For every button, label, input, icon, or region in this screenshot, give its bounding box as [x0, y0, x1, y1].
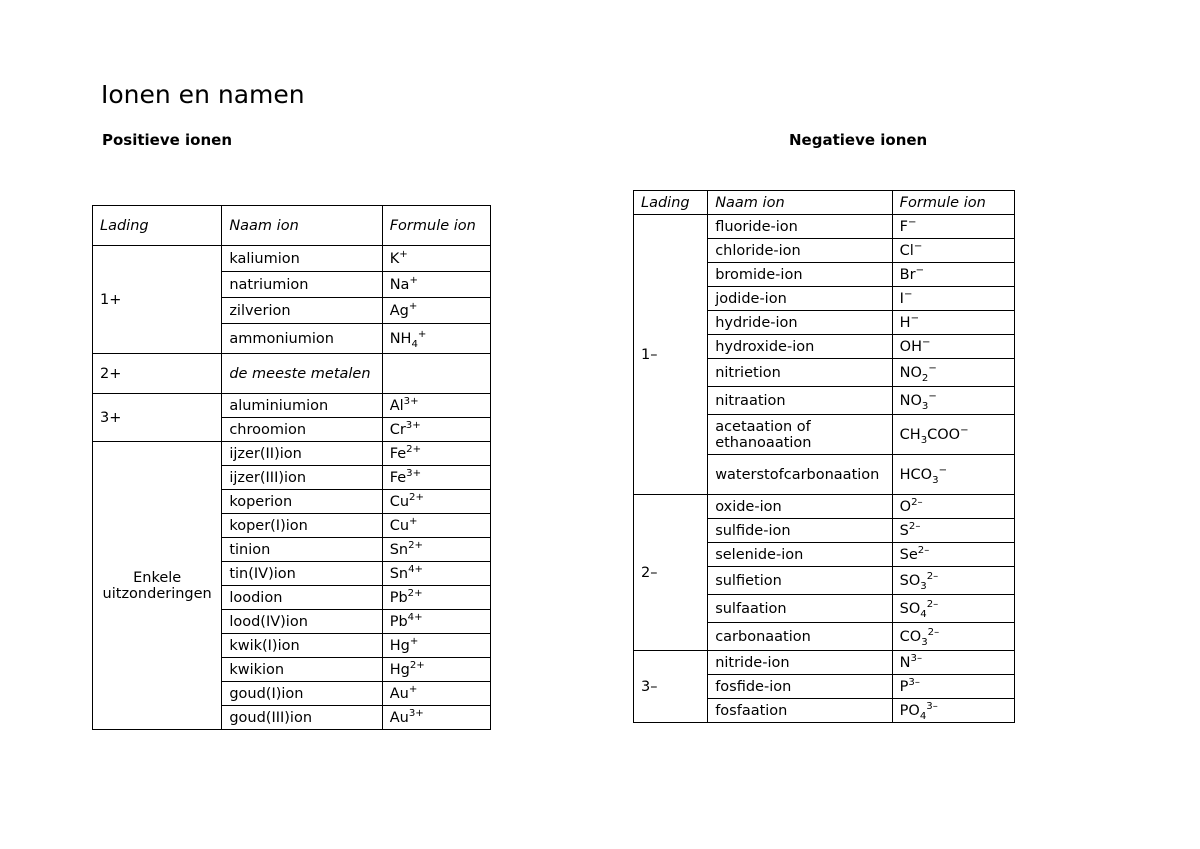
- ion-name-cell: de meeste metalen: [222, 354, 382, 394]
- ion-name-cell: selenide-ion: [708, 543, 892, 567]
- positive-ions-heading: Positieve ionen: [102, 131, 233, 149]
- ion-formula-cell: H−: [892, 311, 1014, 335]
- ion-name-cell: loodion: [222, 586, 382, 610]
- ion-name-cell: hydride-ion: [708, 311, 892, 335]
- ion-formula-cell: $Cr^{3+}$: [382, 418, 490, 442]
- ion-formula-cell: $Al^{3+}$: [382, 394, 490, 418]
- ion-name-cell: sulfaation: [708, 595, 892, 623]
- header-formule-ion: Formule ion: [382, 206, 490, 246]
- page-title: Ionen en namen: [101, 80, 305, 109]
- ion-formula-cell: $S^{2-}$: [892, 519, 1014, 543]
- table-row: [93, 246, 491, 272]
- ion-formula-cell: [382, 354, 490, 394]
- ion-formula-cell: $NH_4^+$: [382, 324, 490, 354]
- ion-name-cell: tinion: [222, 538, 382, 562]
- ion-name-cell: acetaation of ethanoaation: [708, 415, 892, 455]
- ion-formula-cell: $SO_3^{2-}$: [892, 567, 1014, 595]
- ion-formula-cell: Cl−: [892, 239, 1014, 263]
- lading-cell: 3–: [634, 651, 708, 723]
- ion-name-cell: kwik(I)ion: [222, 634, 382, 658]
- ion-name-cell: goud(I)ion: [222, 682, 382, 706]
- ion-name-cell: sulfietion: [708, 567, 892, 595]
- ion-name-cell: tin(IV)ion: [222, 562, 382, 586]
- lading-cell: 2+: [93, 354, 222, 394]
- ion-formula-cell: $NO_3^-$: [892, 387, 1014, 415]
- header-naam-ion: Naam ion: [222, 206, 382, 246]
- ion-name-cell: waterstofcarbonaation: [708, 455, 892, 495]
- header-formule-ion: Formule ion: [892, 191, 1014, 215]
- ion-formula-cell: $Fe^{3+}$: [382, 466, 490, 490]
- ion-formula-cell: $CO_3^{2-}$: [892, 623, 1014, 651]
- ion-name-cell: bromide-ion: [708, 263, 892, 287]
- table-row: [93, 442, 491, 466]
- ion-name-cell: goud(III)ion: [222, 706, 382, 730]
- ion-formula-cell: $CH_3COO^-$: [892, 415, 1014, 455]
- ion-name-cell: fosfaation: [708, 699, 892, 723]
- ion-formula-cell: $Fe^{2+}$: [382, 442, 490, 466]
- lading-cell: 3+: [93, 394, 222, 442]
- ion-name-cell: ammoniumion: [222, 324, 382, 354]
- header-lading: Lading: [93, 206, 222, 246]
- ion-formula-cell: $Au^{3+}$: [382, 706, 490, 730]
- ion-name-cell: carbonaation: [708, 623, 892, 651]
- ion-formula-cell: $P^{3-}$: [892, 675, 1014, 699]
- lading-cell: 1–: [634, 215, 708, 495]
- ion-formula-cell: K+: [382, 246, 490, 272]
- ion-formula-cell: $Sn^{4+}$: [382, 562, 490, 586]
- ion-formula-cell: $O^{2-}$: [892, 495, 1014, 519]
- ion-formula-cell: $PO_4^{3-}$: [892, 699, 1014, 723]
- positive-ions-table: [92, 205, 491, 730]
- ion-name-cell: natriumion: [222, 272, 382, 298]
- ion-name-cell: nitrietion: [708, 359, 892, 387]
- ion-formula-cell: $Cu^{2+}$: [382, 490, 490, 514]
- ion-formula-cell: Br−: [892, 263, 1014, 287]
- ion-formula-cell: $Pb^{2+}$: [382, 586, 490, 610]
- ion-name-cell: aluminiumion: [222, 394, 382, 418]
- ion-formula-cell: $Pb^{4+}$: [382, 610, 490, 634]
- ion-name-cell: fluoride-ion: [708, 215, 892, 239]
- ion-name-cell: jodide-ion: [708, 287, 892, 311]
- table-row: [634, 215, 1015, 239]
- header-naam-ion: Naam ion: [708, 191, 892, 215]
- ion-formula-cell: Hg+: [382, 634, 490, 658]
- table-row: [634, 495, 1015, 519]
- ion-formula-cell: Cu+: [382, 514, 490, 538]
- ion-formula-cell: $SO_4^{2-}$: [892, 595, 1014, 623]
- ion-name-cell: fosfide-ion: [708, 675, 892, 699]
- negative-ions-heading: Negatieve ionen: [789, 131, 928, 149]
- ion-name-cell: chloride-ion: [708, 239, 892, 263]
- ion-formula-cell: $Se^{2-}$: [892, 543, 1014, 567]
- ion-formula-cell: I−: [892, 287, 1014, 311]
- ion-formula-cell: $Hg^{2+}$: [382, 658, 490, 682]
- ion-name-cell: nitride-ion: [708, 651, 892, 675]
- table-row: [634, 651, 1015, 675]
- ion-formula-cell: $HCO_3^-$: [892, 455, 1014, 495]
- ion-name-cell: koper(I)ion: [222, 514, 382, 538]
- ion-name-cell: kaliumion: [222, 246, 382, 272]
- table-row: [93, 354, 491, 394]
- ion-name-cell: zilverion: [222, 298, 382, 324]
- ion-name-cell: chroomion: [222, 418, 382, 442]
- header-lading: Lading: [634, 191, 708, 215]
- ion-formula-cell: Au+: [382, 682, 490, 706]
- negative-ions-table: [633, 190, 1015, 723]
- ion-formula-cell: F−: [892, 215, 1014, 239]
- ion-formula-cell: $NO_2^-$: [892, 359, 1014, 387]
- ion-name-cell: kwikion: [222, 658, 382, 682]
- ion-formula-cell: Ag+: [382, 298, 490, 324]
- ion-name-cell: ijzer(II)ion: [222, 442, 382, 466]
- ion-formula-cell: $N^{3-}$: [892, 651, 1014, 675]
- table-header-row: [634, 191, 1015, 215]
- lading-cell: 1+: [93, 246, 222, 354]
- ion-formula-cell: OH−: [892, 335, 1014, 359]
- ion-name-cell: nitraation: [708, 387, 892, 415]
- table-header-row: [93, 206, 491, 246]
- ion-name-cell: koperion: [222, 490, 382, 514]
- ion-name-cell: sulfide-ion: [708, 519, 892, 543]
- ion-name-cell: hydroxide-ion: [708, 335, 892, 359]
- ion-name-cell: ijzer(III)ion: [222, 466, 382, 490]
- lading-cell: Enkele uitzonderingen: [93, 442, 222, 730]
- ion-name-cell: lood(IV)ion: [222, 610, 382, 634]
- ion-formula-cell: Na+: [382, 272, 490, 298]
- ion-name-cell: oxide-ion: [708, 495, 892, 519]
- table-row: [93, 394, 491, 418]
- lading-cell: 2–: [634, 495, 708, 651]
- ion-formula-cell: $Sn^{2+}$: [382, 538, 490, 562]
